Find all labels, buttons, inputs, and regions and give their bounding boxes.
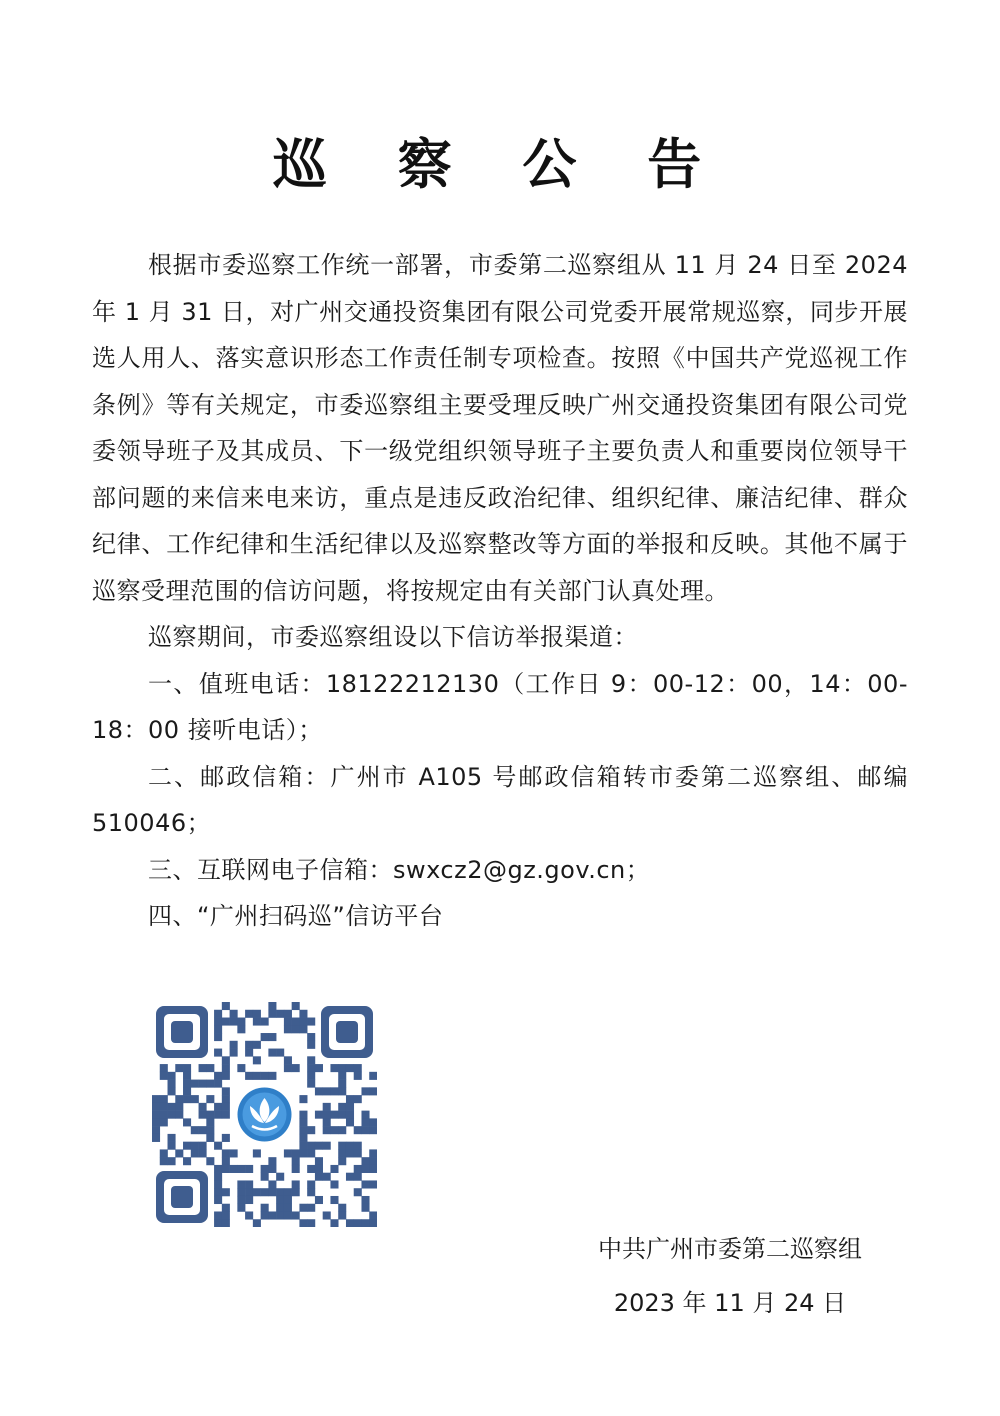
channels-intro: 巡察期间，市委巡察组设以下信访举报渠道： [148,623,638,651]
signature-org: 中共广州市委第二巡察组 [598,1235,862,1263]
qr-code-icon[interactable] [152,1002,377,1227]
channel-phone: 一、值班电话：18122212130（工作日 9：00-12：00，14：00-18：00 接听电话）； [92,669,908,744]
signature-date: 2023 年 11 月 24 日 [613,1289,847,1317]
intro-paragraph: 根据市委巡察工作统一部署，市委第二巡察组从 11 月 24 日至 2024 年 1 月 31 日，对广州交通投资集团有限公司党委开展常规巡察，同步开展选人用人、落实意识形态工作责任制专项检查。按照《中国共产党巡视工作条例》等有关规定，市委巡察组主要受理反映广州交通投资集团有限公司党委领导班子及其成员、下一级党组织领导班子主要负责人和重要岗位领导干部问题的来信来电来访，重点是违反政治纪律、组织纪律、廉洁纪律、群众纪律、工作纪律和生活纪律以及巡察整改等方面的举报和反映。其他不属于巡察受理范围的信访问题，将按规定由有关部门认真处理。 [92,251,908,605]
announcement-body [92,242,908,940]
channel-postbox: 二、邮政信箱：广州市 A105 号邮政信箱转市委第二巡察组、邮编 510046； [92,762,908,837]
signature-block [560,1222,900,1330]
channel-qr-platform: 四、“广州扫码巡”信访平台 [148,902,444,930]
lotus-logo-icon [232,1082,297,1147]
page-title: 巡 察 公 告 [272,132,728,196]
channel-email: 三、互联网电子信箱：swxcz2@gz.gov.cn； [148,855,651,884]
